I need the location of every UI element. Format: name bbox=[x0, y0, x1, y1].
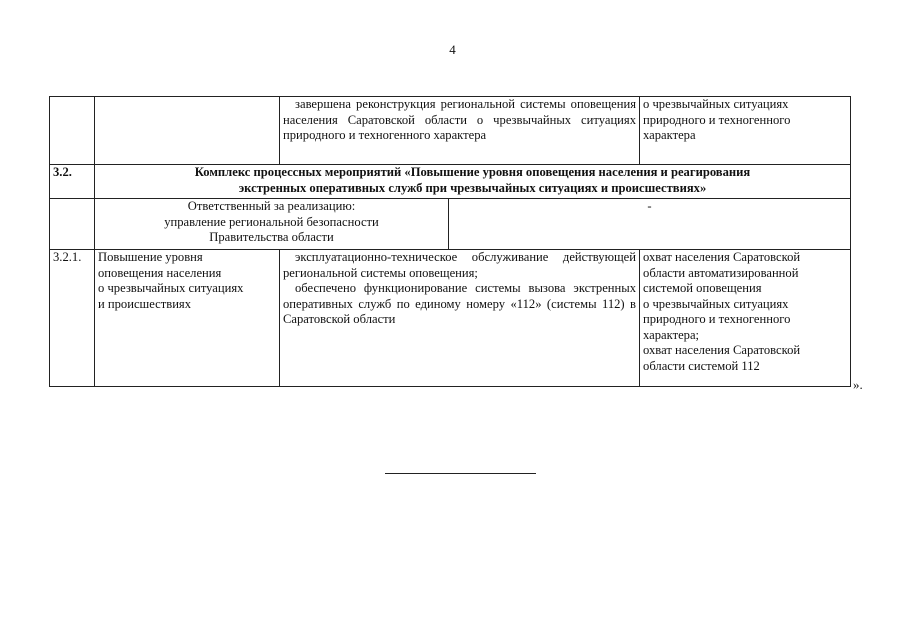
responsible-line: управление региональной безопасности bbox=[164, 214, 379, 229]
event-name-cell bbox=[95, 250, 280, 387]
indicator-line: природного и техногенного bbox=[643, 312, 791, 326]
measures-table bbox=[49, 96, 851, 387]
indicator-line: системой оповещения bbox=[643, 281, 762, 295]
table-row-continued bbox=[50, 97, 851, 165]
closing-quote: ». bbox=[853, 377, 863, 392]
responsible-row bbox=[50, 199, 851, 250]
event-name-cell bbox=[95, 97, 280, 165]
indicator-line: характера bbox=[643, 128, 696, 142]
event-name-line: и происшествиях bbox=[98, 296, 192, 311]
responsible-line: Ответственный за реализацию: bbox=[187, 199, 356, 213]
responsible-cell bbox=[95, 199, 449, 250]
indicator-line: области системой 112 bbox=[643, 358, 760, 373]
separator-line bbox=[385, 473, 536, 474]
indicator-line: о чрезвычайных ситуациях bbox=[643, 296, 789, 311]
result-cell: завершена реконструкция региональной системы оповещения населения Саратовской области о чрезвычайных ситуациях природного и техногенного характера bbox=[280, 97, 640, 165]
table-row-3-2-1 bbox=[50, 250, 851, 387]
event-name-line: оповещения населения bbox=[98, 265, 222, 280]
row-number-cell bbox=[50, 97, 95, 165]
event-name-line: о чрезвычайных ситуациях bbox=[98, 281, 244, 295]
indicator-cell bbox=[640, 250, 851, 387]
result-paragraph-1: эксплуатационно-техническое обслуживание действующей региональной системы оповещения; bbox=[283, 250, 637, 280]
indicator-line: охват населения Саратовской bbox=[643, 343, 801, 357]
event-name-line: Повышение уровня bbox=[98, 250, 203, 264]
page-number: 4 bbox=[449, 42, 456, 57]
responsible-dash-cell: - bbox=[449, 199, 851, 250]
section-title-line-2: экстренных оперативных служб при чрезвычайных ситуациях и происшествиях» bbox=[238, 180, 707, 195]
section-title bbox=[95, 165, 851, 199]
indicator-cell bbox=[640, 97, 851, 165]
indicator-line: охват населения Саратовской bbox=[643, 250, 801, 264]
result-paragraph-2: обеспечено функционирование системы вызова экстренных оперативных служб по единому номеру «112» (системы 112) в Саратовской области bbox=[283, 281, 637, 326]
indicator-line: области автоматизированной bbox=[643, 265, 799, 280]
responsible-empty-cell bbox=[50, 199, 95, 250]
indicator-line: природного и техногенного bbox=[643, 112, 791, 127]
responsible-line: Правительства области bbox=[209, 230, 334, 244]
indicator-line: о чрезвычайных ситуациях bbox=[643, 97, 789, 111]
section-number: 3.2. bbox=[50, 165, 95, 199]
section-header-row bbox=[50, 165, 851, 199]
row-number-cell: 3.2.1. bbox=[50, 250, 95, 387]
section-title-line-1: Комплекс процессных мероприятий «Повышение уровня оповещения населения и реагирования bbox=[194, 165, 751, 179]
indicator-line: характера; bbox=[643, 327, 700, 342]
result-cell bbox=[280, 250, 640, 387]
